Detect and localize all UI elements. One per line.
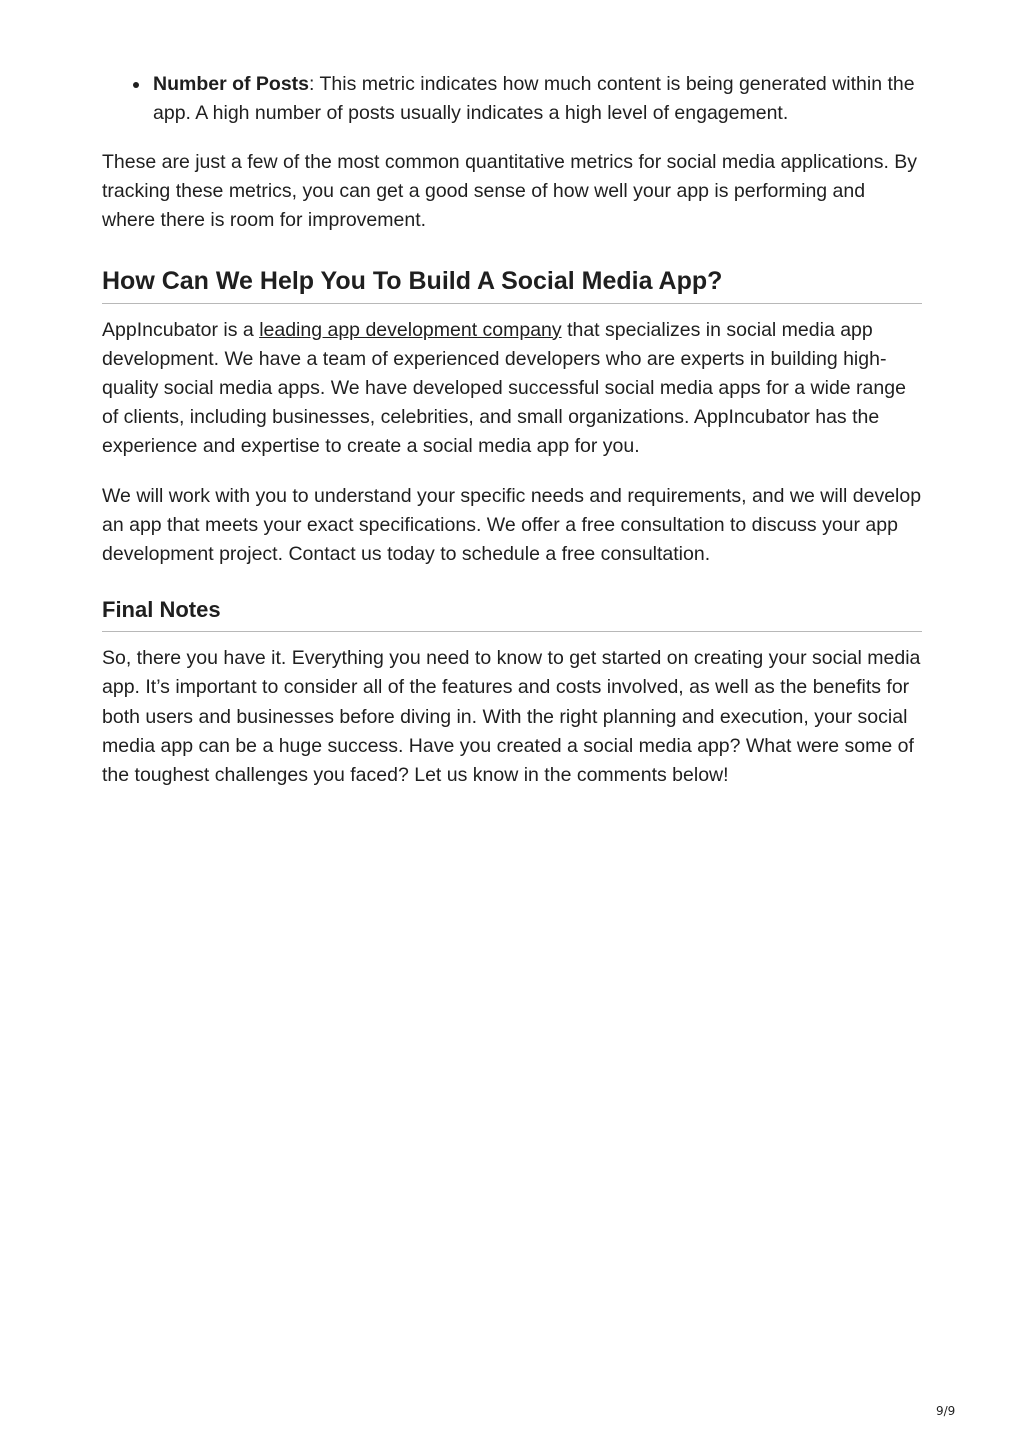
help-paragraph-1-end: that specializes in social media app development. We have a team of experienced developers who are experts in building high-quality social media apps. We have developed successful social media apps for a wide range of clients, including businesses, celebrities, and small organizations. AppIncubator has the experience and expertise to create a social media app for you. xyxy=(102,318,906,458)
intro-paragraph: These are just a few of the most common quantitative metrics for social media applications. By tracking these metrics, you can get a good sense of how well your app is performing and where there is room for improvement. xyxy=(102,151,918,232)
help-paragraph-1 xyxy=(102,316,922,462)
document-page xyxy=(102,70,922,790)
bullet-term: Number of Posts xyxy=(153,73,310,95)
page-number: 9/9 xyxy=(936,1404,956,1418)
metrics-bullet-list xyxy=(102,70,922,128)
list-item xyxy=(153,70,922,128)
bullet-dot-icon xyxy=(133,82,139,88)
help-paragraph-1-start: AppIncubator is a xyxy=(102,318,260,341)
bullet-text: : This metric indicates how much content is being generated within the app. A high number of posts usually indicates a high level of engagement. xyxy=(153,73,915,124)
final-notes-heading: Final Notes xyxy=(102,596,922,632)
help-paragraph-2: We will work with you to understand your specific needs and requirements, and we will develop an app that meets your exact specifications. We offer a free consultation to discuss your app development project. Contact us today to schedule a free consultation. xyxy=(102,484,922,566)
leading-app-development-company-link[interactable]: leading app development company xyxy=(259,318,562,341)
final-notes-paragraph: So, there you have it. Everything you need to know to get started on creating your social media app. It’s important to consider all of the features and costs involved, as well as the benefits for both users and businesses before diving in. With the right planning and execution, your social media app can be a huge success. Have you created a social media app? What were some of the toughest challenges you faced? Let us know in the comments below! xyxy=(102,647,921,787)
help-section-heading: How Can We Help You To Build A Social Media App? xyxy=(102,265,922,304)
